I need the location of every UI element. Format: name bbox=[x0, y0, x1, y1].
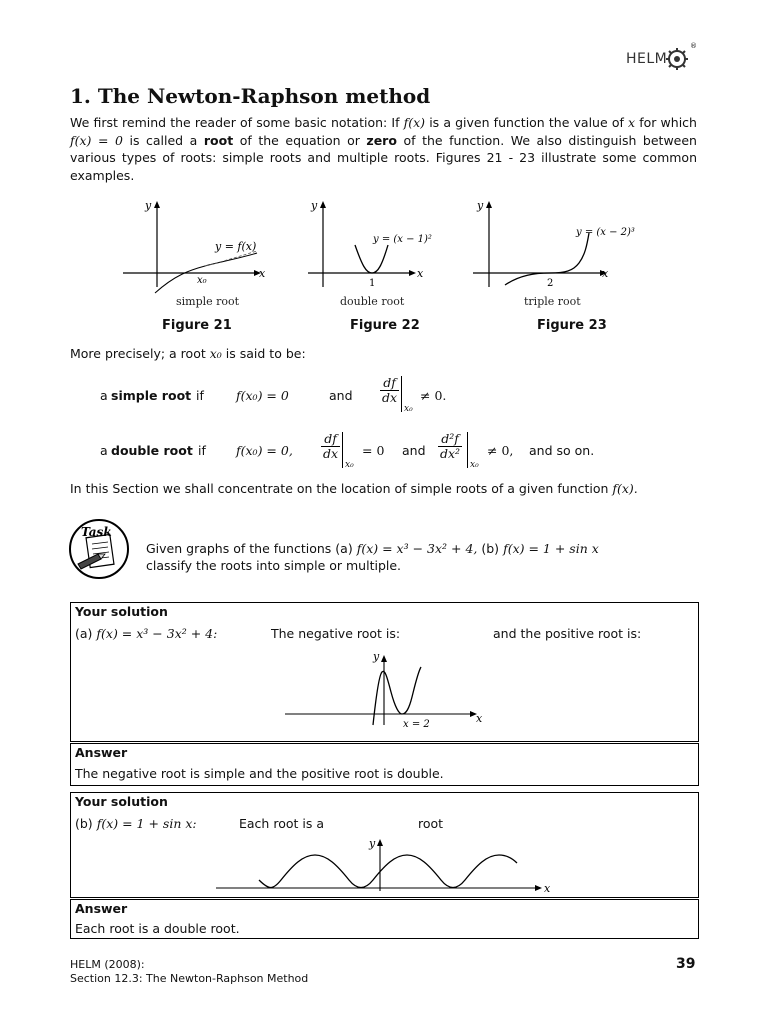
solution-b-heading: Your solution bbox=[75, 794, 168, 809]
fig23-point-label: 2 bbox=[547, 278, 554, 289]
fig22-point-label: 1 bbox=[369, 278, 376, 289]
registered-mark: ® bbox=[690, 42, 697, 50]
precise-line: More precisely; a root x₀ is said to be: bbox=[70, 346, 306, 361]
double-root-tail: and so on. bbox=[529, 443, 595, 458]
double-root-cond: f(x₀) = 0, bbox=[236, 443, 293, 458]
fig21-curve-label: y = f(x) bbox=[215, 240, 257, 253]
simple-root-cond: f(x₀) = 0 bbox=[236, 388, 289, 403]
fig23-x-label: x bbox=[602, 267, 609, 280]
solution-a-root-label: x = 2 bbox=[403, 719, 430, 730]
simple-root-and: and bbox=[329, 388, 353, 403]
double-root-neq: ≠ 0, bbox=[487, 443, 514, 458]
simple-root-derivative: $\frac{df}{dx}$ bbox=[382, 375, 398, 405]
solution-a-label: (a) f(x) = x³ − 3x² + 4: bbox=[75, 626, 218, 641]
answer-b-heading: Answer bbox=[75, 901, 128, 916]
simple-root-term: simple root bbox=[111, 388, 192, 403]
solution-a-negative-prompt: The negative root is: bbox=[271, 626, 401, 641]
solution-a-positive-prompt: and the positive root is: bbox=[493, 626, 642, 641]
solution-b-label: (b) f(x) = 1 + sin x: bbox=[75, 816, 197, 831]
answer-a-text: The negative root is simple and the positive root is double. bbox=[75, 766, 444, 781]
task-line-1: Given graphs of the functions (a) f(x) = x³ − 3x² + 4, (b) f(x) = 1 + sin x bbox=[146, 541, 599, 556]
double-root-first-derivative: $\frac{df}{dx}$ bbox=[323, 431, 339, 461]
solution-a-x-label: x bbox=[476, 712, 483, 725]
double-root-a: a bbox=[100, 443, 108, 458]
fig21-caption: Figure 21 bbox=[162, 318, 232, 333]
helm-logo-text: HELM bbox=[626, 51, 668, 67]
answer-b-text: Each root is a double root. bbox=[75, 921, 240, 936]
answer-b-box bbox=[70, 899, 699, 939]
double-root-eval-bar-2 bbox=[467, 432, 468, 468]
figure-22-graph bbox=[300, 195, 440, 295]
fig23-caption: Figure 23 bbox=[537, 318, 607, 333]
section-note: In this Section we shall concentrate on the location of simple roots of a given function f(x). bbox=[70, 481, 638, 496]
page-title: 1. The Newton-Raphson method bbox=[70, 84, 431, 108]
footer-section: Section 12.3: The Newton-Raphson Method bbox=[70, 972, 309, 985]
solution-b-graph bbox=[211, 835, 561, 895]
fig22-caption: Figure 22 bbox=[350, 318, 420, 333]
fig23-curve-label: y = (x − 2)³ bbox=[576, 227, 635, 238]
task-pencil-icon bbox=[68, 518, 130, 580]
double-root-eq0: = 0 bbox=[362, 443, 385, 458]
double-root-eval-bar-1 bbox=[342, 432, 343, 468]
task-icon-label: Task bbox=[81, 525, 112, 539]
double-root-sub-1: x₀ bbox=[345, 460, 354, 470]
fig21-y-label: y bbox=[145, 199, 152, 212]
solution-a-graph bbox=[281, 647, 501, 739]
answer-a-box bbox=[70, 743, 699, 786]
fig23-sublabel: triple root bbox=[524, 295, 581, 308]
solution-b-y-label: y bbox=[369, 837, 376, 850]
fig23-y-label: y bbox=[477, 199, 484, 212]
fig22-x-label: x bbox=[417, 267, 424, 280]
double-root-if: if bbox=[198, 443, 206, 458]
fig22-y-label: y bbox=[311, 199, 318, 212]
double-root-sub-2: x₀ bbox=[470, 460, 479, 470]
footer-source: HELM (2008): bbox=[70, 958, 145, 971]
fig21-x-label: x bbox=[259, 267, 266, 280]
solution-b-x-label: x bbox=[544, 882, 551, 895]
solution-a-heading: Your solution bbox=[75, 604, 168, 619]
fig22-sublabel: double root bbox=[340, 295, 405, 308]
fig21-point-label: x₀ bbox=[197, 275, 207, 286]
figure-21-graph bbox=[115, 195, 285, 295]
page-number: 39 bbox=[676, 956, 696, 972]
simple-root-eval-bar bbox=[401, 376, 402, 412]
simple-root-sub: x₀ bbox=[404, 404, 413, 414]
fig21-sublabel: simple root bbox=[176, 295, 240, 308]
task-line-2: classify the roots into simple or multiple. bbox=[146, 558, 402, 573]
solution-a-box bbox=[70, 602, 699, 742]
answer-a-heading: Answer bbox=[75, 745, 128, 760]
solution-a-y-label: y bbox=[373, 650, 380, 663]
solution-b-box bbox=[70, 792, 699, 898]
intro-paragraph: We first remind the reader of some basic notation: If f(x) is a given function the value of x for which f(x) = 0 is called a root of the equation or zero of the function. We also distinguish between various types of roots: simple roots and multiple roots. Figures 21 - 23 illustrate some common examples. bbox=[70, 115, 697, 183]
fig22-curve-label: y = (x − 1)² bbox=[373, 234, 432, 245]
solution-b-prompt: Each root is a bbox=[239, 816, 324, 831]
double-root-and: and bbox=[402, 443, 426, 458]
simple-root-neq: ≠ 0. bbox=[420, 388, 447, 403]
simple-root-a: a bbox=[100, 388, 108, 403]
simple-root-if: if bbox=[196, 388, 204, 403]
solution-b-root-word: root bbox=[418, 816, 444, 831]
double-root-second-derivative: $\frac{\text{d²f}}{\text{dx²}}$ bbox=[440, 431, 461, 461]
double-root-term: double root bbox=[111, 443, 193, 458]
figure-23-graph bbox=[465, 195, 650, 295]
